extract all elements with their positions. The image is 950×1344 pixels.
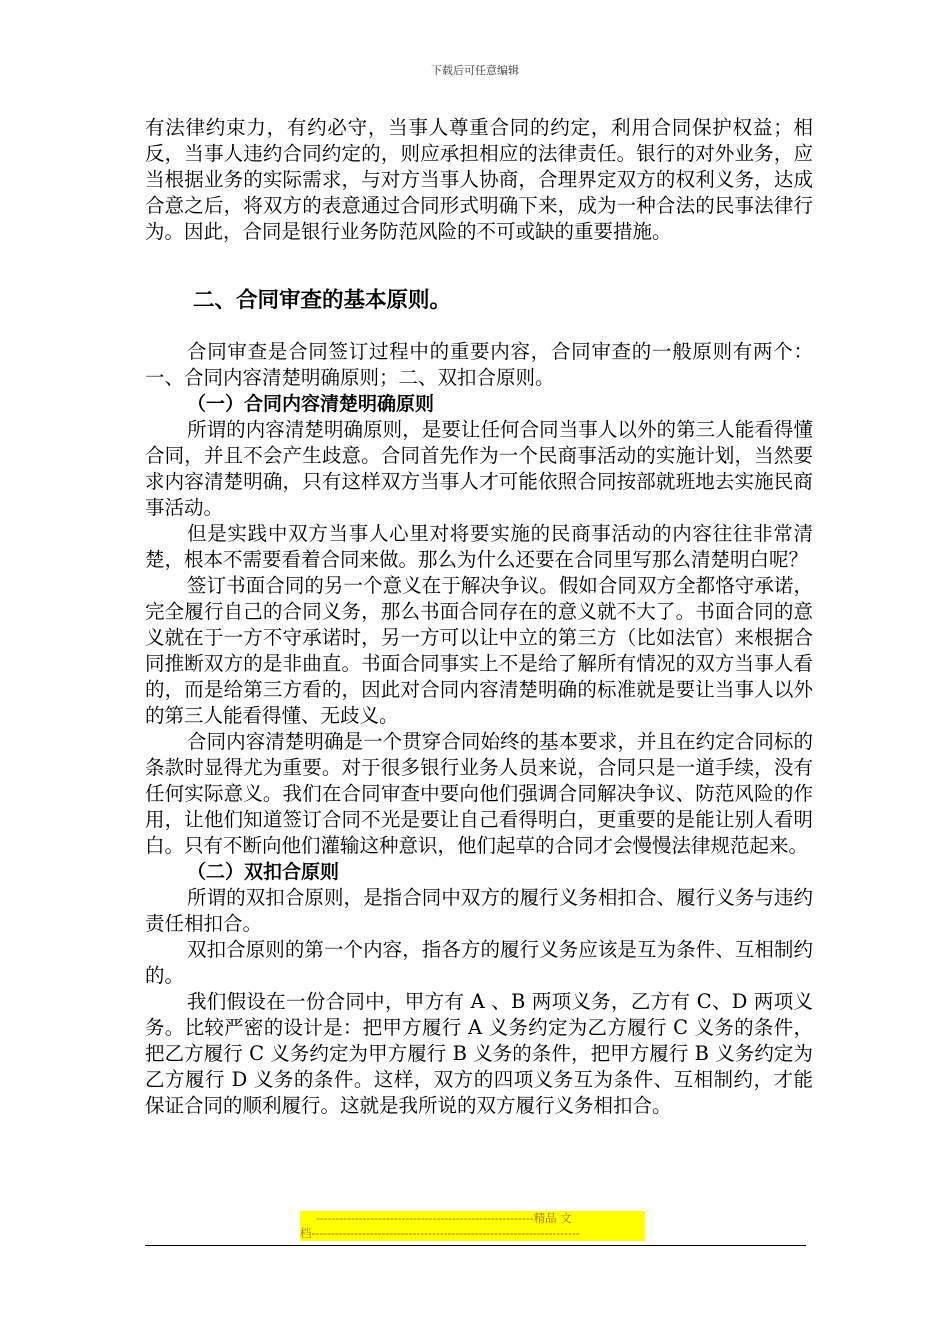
- section-heading: 二、合同审查的基本原则。: [193, 288, 452, 313]
- paragraph: 签订书面合同的另一个意义在于解决争议。假如合同双方全都恪守承诺，完全履行自己的合同义务，那么书面合同存在的意义就不大了。书面合同的意义就在于一方不守承诺时，另一方可以让中立的第三方（比如法官）来根据合同推断双方的是非曲直。书面合同事实上不是给了解所有情况的双方当事人看的，而是给第三方看的，因此对合同内容清楚明确的标准就是要让当事人以外的第三人能看得懂、无歧义。: [145, 574, 813, 727]
- paragraph: 我们假设在一份合同中，甲方有 A 、B 两项义务，乙方有 C、D 两项义务。比较严密的设计是：把甲方履行 A 义务约定为乙方履行 C 义务的条件，把乙方履行 C 义务约定为甲方履行 B 义务的条件，把甲方履行 B 义务约定为乙方履行 D 义务的条件。这样，双方的四项义务互为条件、互相制约，才能保证合同的顺利履行。这就是我所说的双方履行义务相扣合。: [145, 990, 814, 1117]
- section-body: [145, 339, 813, 1119]
- subsection-title-1: （一）合同内容清楚明确原则: [187, 393, 435, 415]
- paragraph: 所谓的双扣合原则，是指合同中双方的履行义务相扣合、履行义务与违约责任相扣合。: [145, 886, 813, 935]
- intro-block: [145, 115, 813, 245]
- footer-watermark: [300, 1211, 645, 1241]
- paragraph: 双扣合原则的第一个内容，指各方的履行义务应该是互为条件、互相制约的。: [145, 938, 813, 987]
- paragraph: 但是实践中双方当事人心里对将要实施的民商事活动的内容往往非常清楚，根本不需要看着合同来做。那么为什么还要在合同里写那么清楚明白呢？: [145, 522, 813, 571]
- paragraph: 所谓的内容清楚明确原则，是要让任何合同当事人以外的第三人能看得懂合同，并且不会产生歧意。合同首先作为一个民商事活动的实施计划，当然要求内容清楚明确，只有这样双方当事人才可能依照合同按部就班地去实施民商事活动。: [145, 418, 813, 519]
- paragraph: 合同内容清楚明确是一个贯穿合同始终的基本要求，并且在约定合同标的条款时显得尤为重要。对于很多银行业务人员来说，合同只是一道手续，没有任何实际意义。我们在合同审查中要向他们强调合同解决争议、防范风险的作用，让他们知道签订合同不光是要让自己看得明白，更重要的是能让别人看明白。只有不断向他们灌输这种意识，他们起草的合同才会慢慢法律规范起来。: [145, 730, 813, 857]
- intro-paragraph: 有法律约束力，有约必守，当事人尊重合同的约定，利用合同保护权益；相反，当事人违约合同约定的，则应承担相应的法律责任。银行的对外业务，应当根据业务的实际需求，与对方当事人协商，合理界定双方的权利义务，达成合意之后，将双方的表意通过合同形式明确下来，成为一种合法的民事法律行为。因此，合同是银行业务防范风险的不可或缺的重要措施。: [145, 116, 813, 243]
- subsection-title-2: （二）双扣合原则: [187, 861, 340, 883]
- footer-line-2: 档---------------------------------------------------------------------: [300, 1226, 580, 1240]
- overview-paragraph: 合同审查是合同签订过程中的重要内容，合同审查的一般原则有两个：一、合同内容清楚明确原则；二、双扣合原则。: [145, 340, 813, 389]
- page-header: 下载后可任意编辑: [431, 64, 519, 77]
- footer-rule: [145, 1245, 806, 1246]
- footer-line-1: --------------------------------------------------------精品 文: [316, 1211, 572, 1225]
